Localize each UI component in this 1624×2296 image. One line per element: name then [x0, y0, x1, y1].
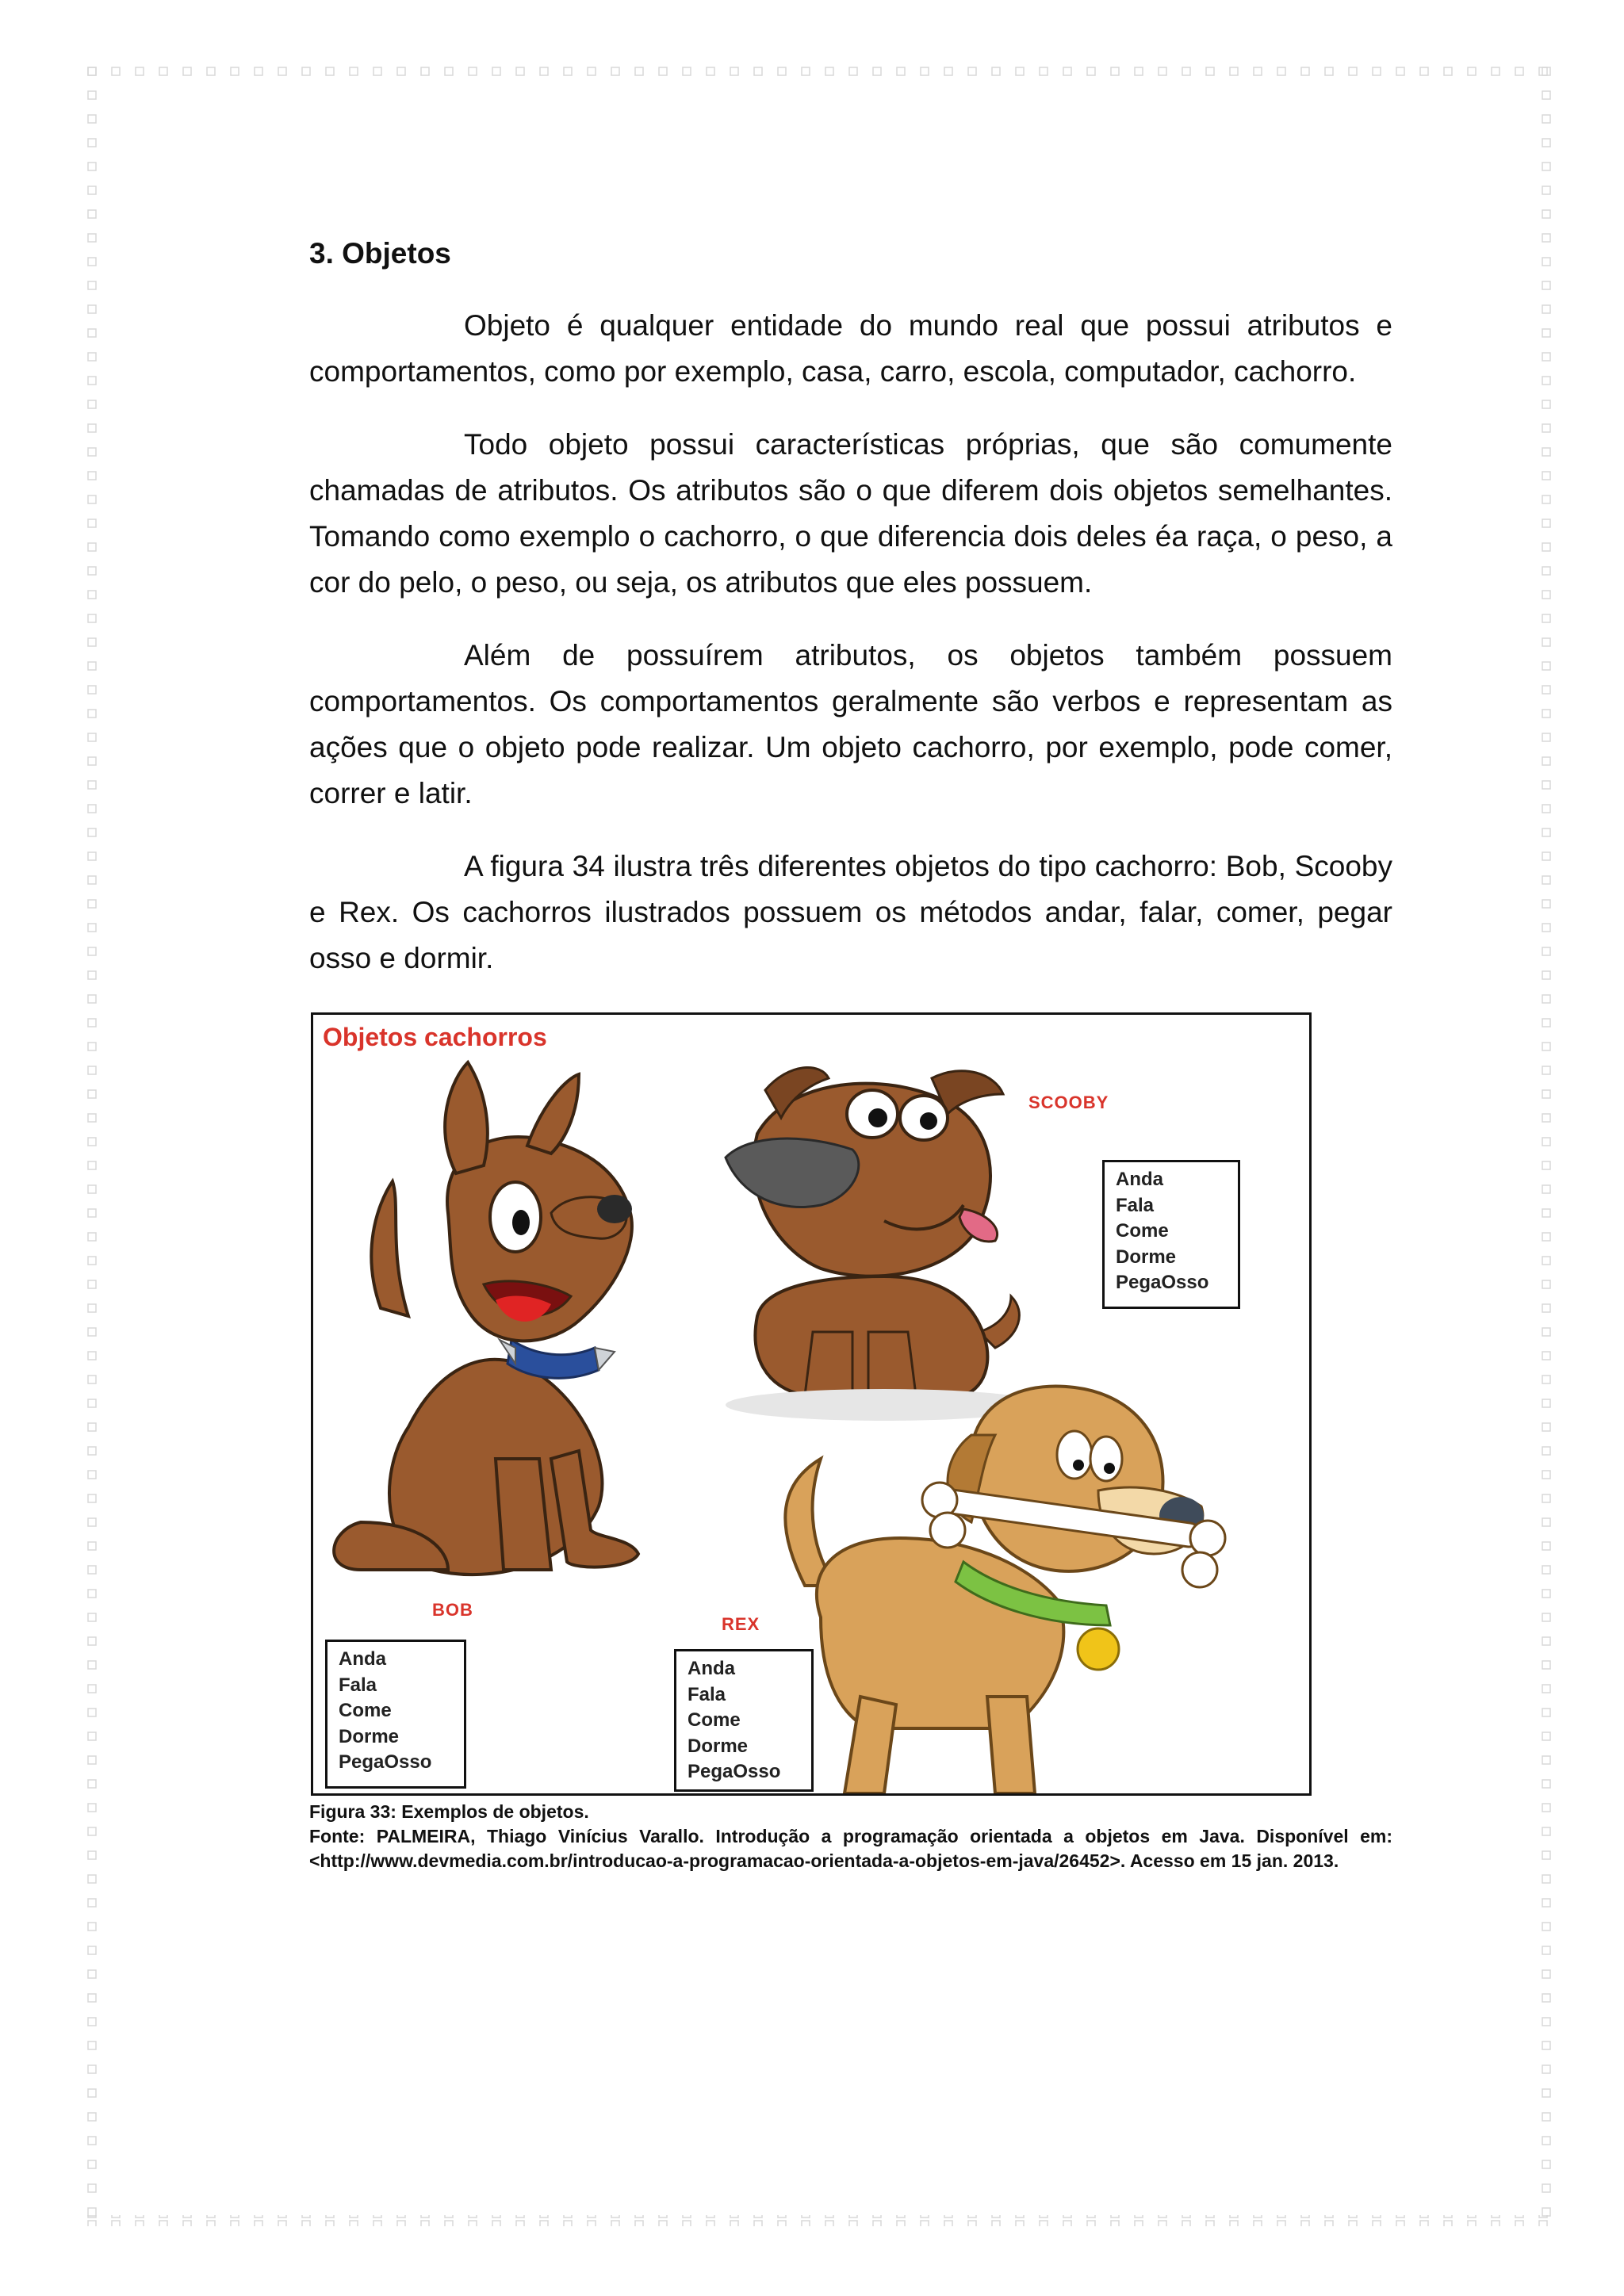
method-item: Fala: [339, 1674, 377, 1696]
method-item: Come: [688, 1709, 741, 1731]
caption-source: Fonte: PALMEIRA, Thiago Vinícius Varallo. Introdução a programação orientada a objetos em Java. Disponível em: <http://www.devmedia.com.br/introducao-a-programacao-orientada-a-objetos-em-java/26452>. Acesso em 15 jan. 2013.: [309, 1826, 1392, 1871]
paragraph-1: Objeto é qualquer entidade do mundo real que possui atributos e comportamentos, como por exemplo, casa, carro, escola, computador, cachorro.: [309, 309, 1392, 388]
dog-name-scooby: SCOOBY: [1028, 1093, 1109, 1112]
method-item: Fala: [688, 1683, 726, 1705]
paragraph-2: Todo objeto possui características próprias, que são comumente chamadas de atributos. Os atributos são o que diferem dois objetos semelhantes. Tomando como exemplo o cachorro, o que diferencia dois deles éa raça, o peso, a cor do pelo, o peso, ou seja, os atributos que eles possuem.: [309, 428, 1392, 599]
method-item: Dorme: [1116, 1246, 1177, 1268]
document-body: [309, 232, 1392, 1008]
methods-box-rex: [674, 1649, 814, 1792]
rex-dog-illustration: [785, 1386, 1225, 1793]
paragraph-3: Além de possuírem atributos, os objetos também possuem comportamentos. Os comportamentos geralmente são verbos e representam as ações que o objeto pode realizar. Um objeto cachorro, por exemplo, pode comer, correr e latir.: [309, 639, 1392, 809]
method-item: Dorme: [688, 1735, 749, 1757]
method-item: Anda: [1116, 1169, 1163, 1190]
section-heading: 3. Objetos: [309, 237, 451, 270]
figure-caption: [309, 1800, 1392, 1873]
method-item: Anda: [688, 1658, 735, 1679]
method-item: PegaOsso: [339, 1751, 432, 1773]
dog-name-bob: BOB: [432, 1600, 473, 1620]
caption-title: Figura 33: Exemplos de objetos.: [309, 1801, 589, 1822]
scooby-dog-illustration: [726, 1067, 1043, 1421]
dogs-figure: [311, 1012, 1312, 1796]
methods-box-scooby: [1102, 1160, 1240, 1309]
method-item: Anda: [339, 1648, 386, 1670]
method-item: Come: [339, 1700, 392, 1721]
dog-name-rex: REX: [722, 1614, 760, 1634]
method-item: Fala: [1116, 1194, 1155, 1216]
methods-box-bob: [325, 1640, 466, 1789]
method-item: PegaOsso: [688, 1761, 781, 1782]
figure-title: Objetos cachorros: [323, 1023, 547, 1051]
method-item: PegaOsso: [1116, 1272, 1209, 1293]
bob-dog-illustration: [334, 1062, 638, 1575]
paragraph-4: A figura 34 ilustra três diferentes objetos do tipo cachorro: Bob, Scooby e Rex. Os cachorros ilustrados possuem os métodos andar, falar, comer, pegar osso e dormir.: [309, 850, 1392, 974]
method-item: Dorme: [339, 1725, 400, 1747]
method-item: Come: [1116, 1220, 1169, 1242]
